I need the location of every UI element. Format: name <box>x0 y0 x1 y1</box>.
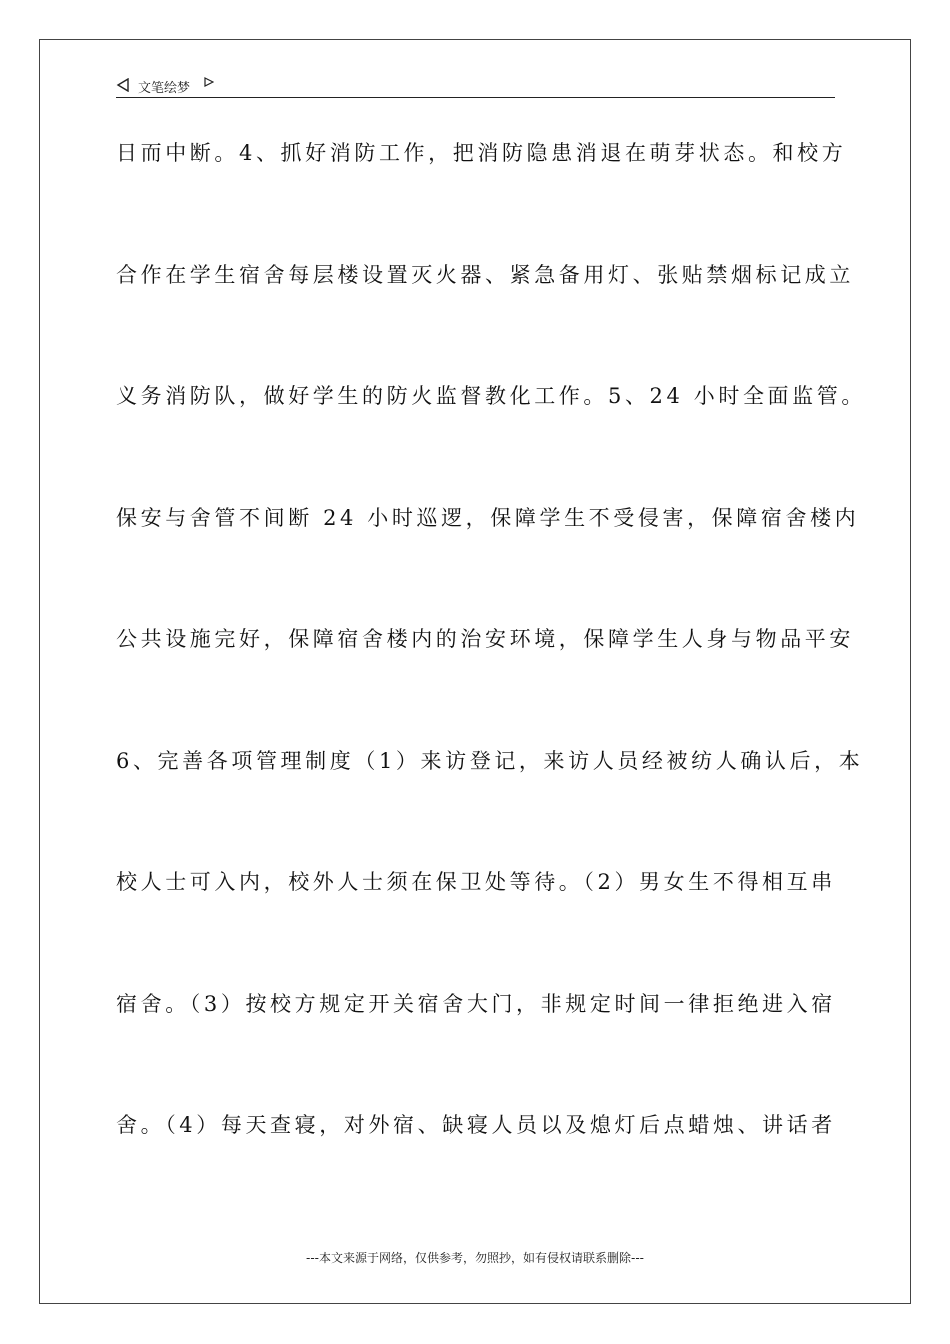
body-line: 舍。（4）每天查寝，对外宿、缺寝人员以及熄灯后点蜡烛、讲话者 <box>116 1113 836 1137</box>
body-line: 保安与舍管不间断 24 小时巡逻，保障学生不受侵害，保障宿舍楼内 <box>116 505 860 530</box>
body-line: 宿舍。（3）按校方规定开关宿舍大门，非规定时间一律拒绝进入宿 <box>116 991 836 1016</box>
body-line: 合作在学生宿舍每层楼设置灭火器、紧急备用灯、张贴禁烟标记成立 <box>116 262 854 287</box>
body-line: 日而中断。4、抓好消防工作，把消防隐患消退在萌芽状态。和校方 <box>116 141 847 165</box>
header-title: 文笔绘梦 <box>138 81 191 96</box>
body-line: 6、完善各项管理制度（1）来访登记，来访人员经被纺人确认后，本 <box>116 748 864 773</box>
body-line: 公共设施完好，保障宿舍楼内的治安环境，保障学生人身与物品平安 <box>116 627 854 651</box>
document-body <box>116 133 866 1227</box>
triangle-right-outline-icon <box>204 77 214 87</box>
body-line: 义务消防队，做好学生的防火监督教化工作。5、24 小时全面监管。 <box>116 384 866 408</box>
page-header <box>116 74 835 98</box>
triangle-left-outline-icon <box>116 78 130 92</box>
body-line: 校人士可入内，校外人士须在保卫处等待。（2）男女生不得相互串 <box>116 870 836 894</box>
footer-disclaimer: ---本文来源于网络，仅供参考，勿照抄，如有侵权请联系删除--- <box>306 1251 644 1265</box>
header-divider <box>116 97 835 98</box>
